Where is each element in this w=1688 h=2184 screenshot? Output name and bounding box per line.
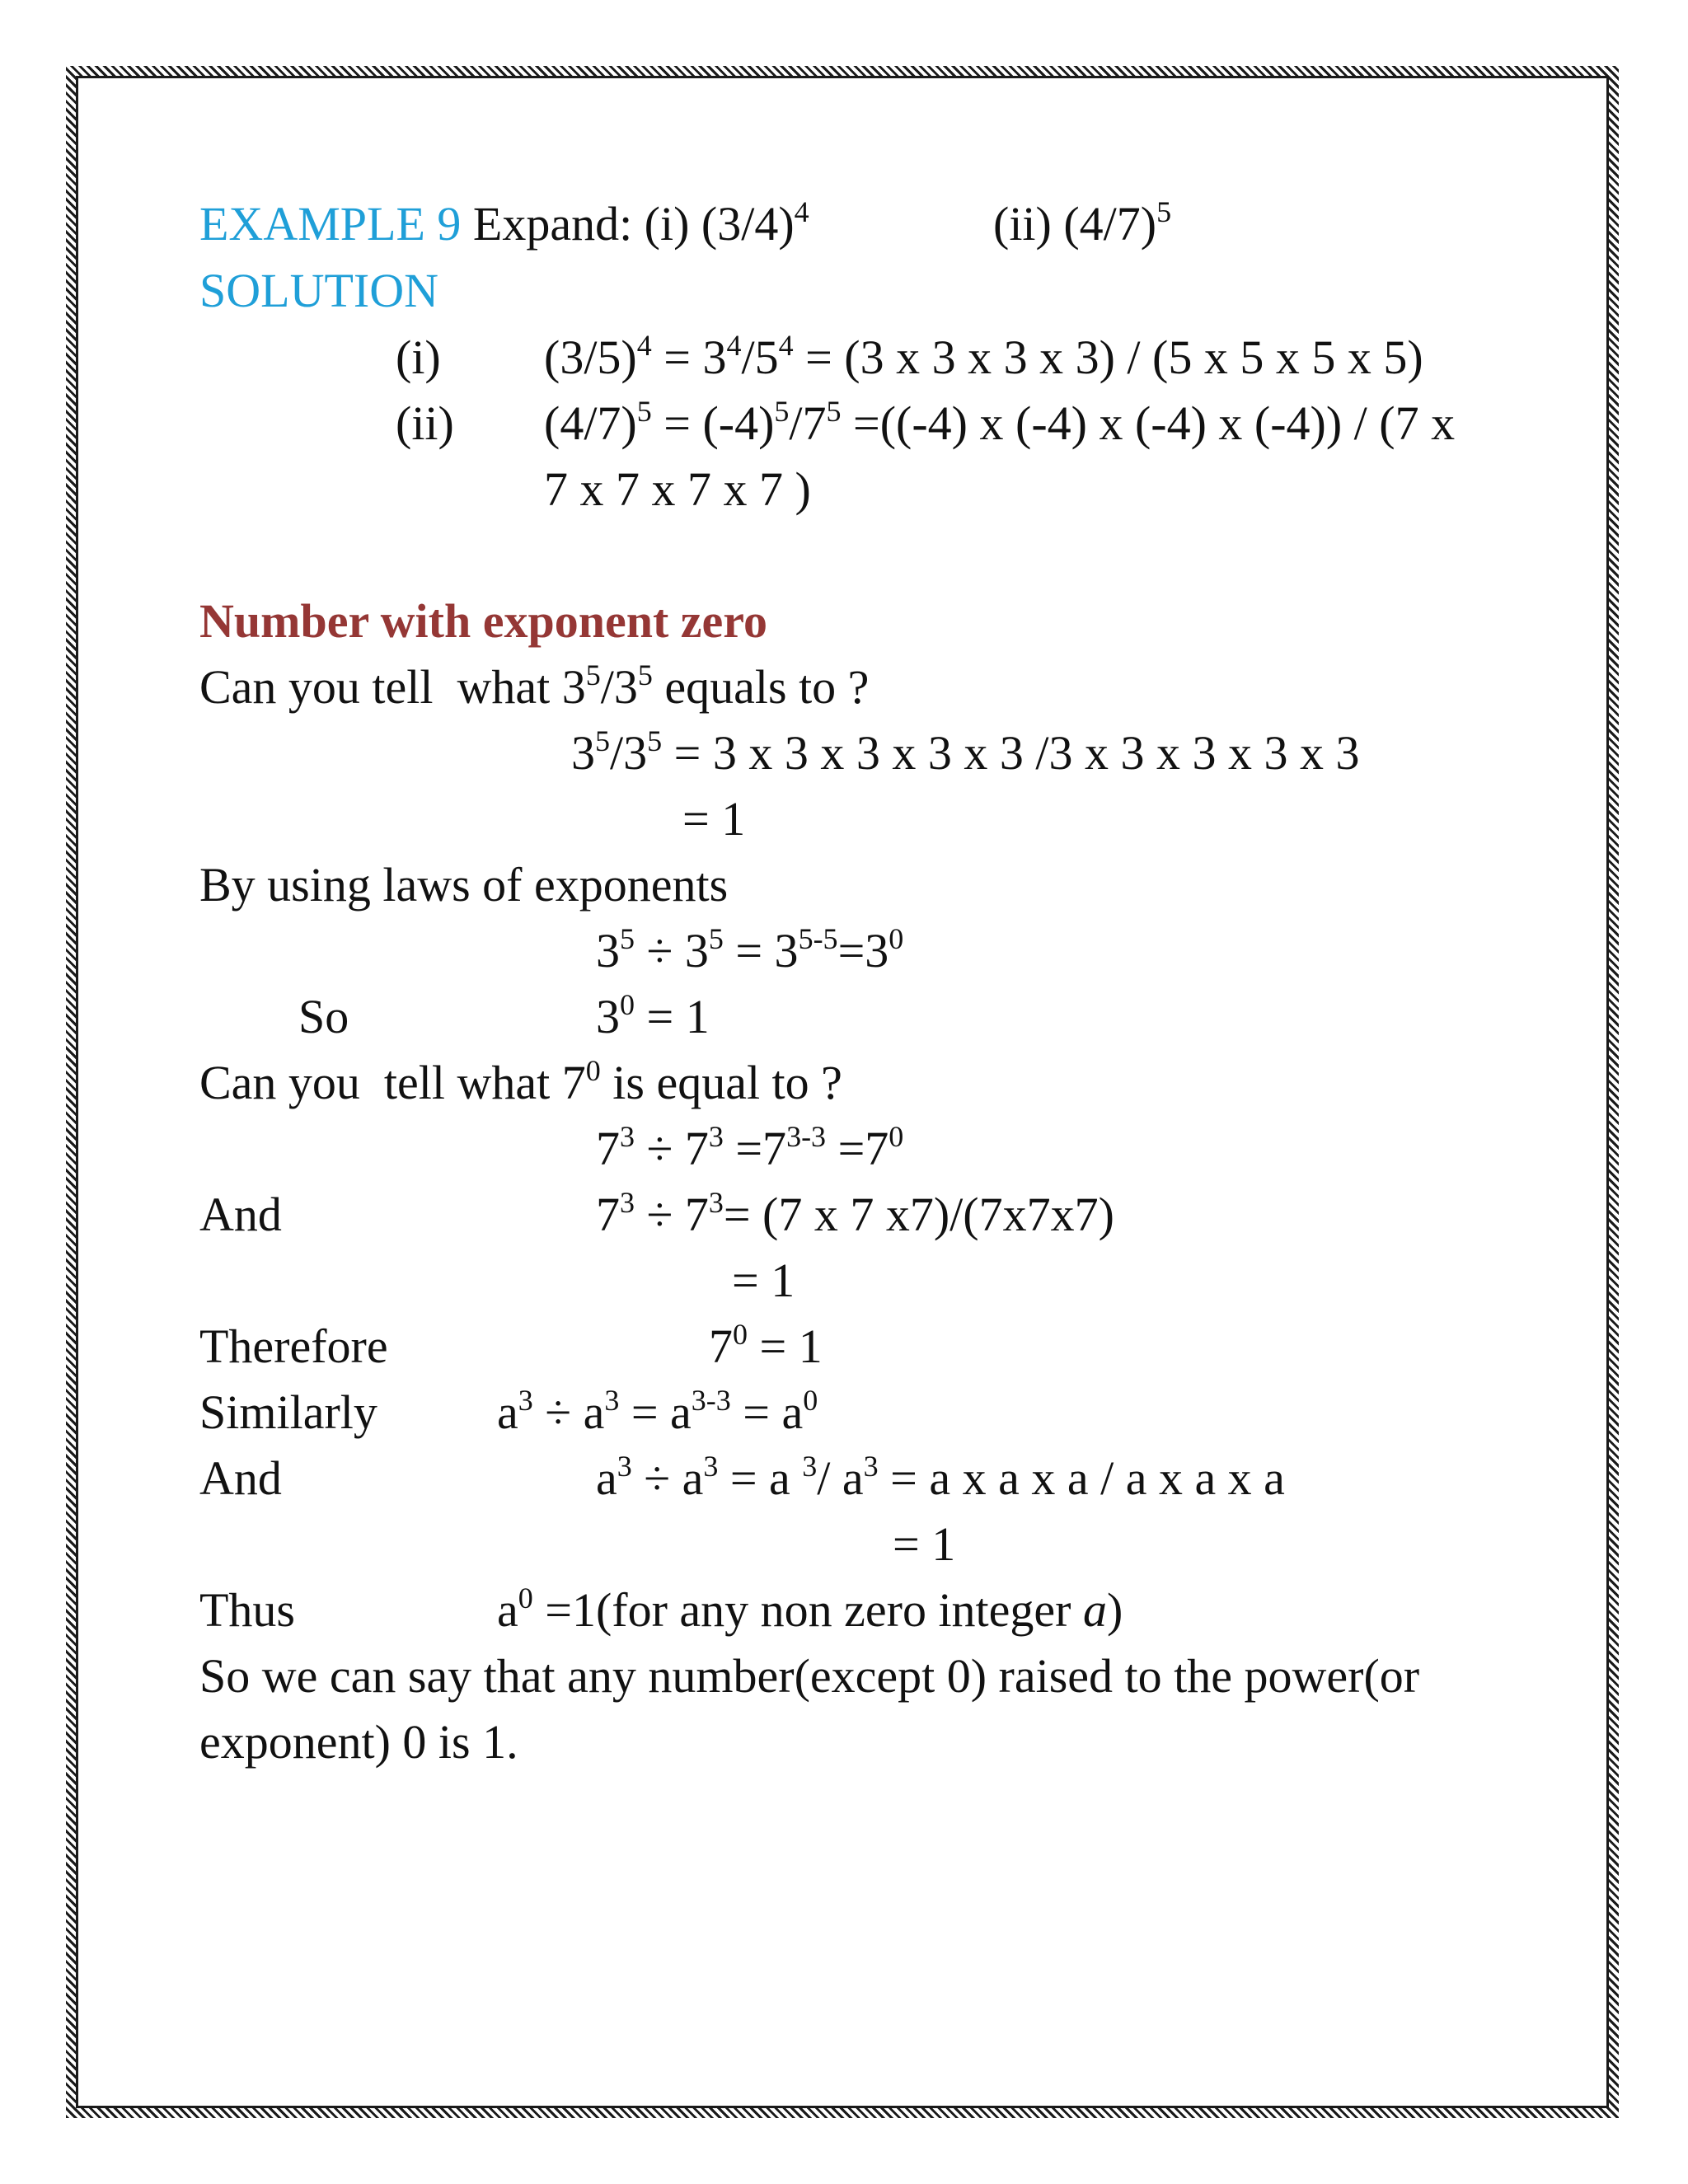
equation-2: $3^5 \div 3^5 = 3^{5-5}=3^0$ [596,922,904,977]
question-2: Can you tell what $7^0$ is equal to ? [199,1054,842,1109]
example-line [199,194,809,254]
equation-6: $7^0 = 1$ [709,1318,823,1373]
solution-ii-label: (ii) [396,396,454,450]
therefore-label: Therefore [199,1319,388,1373]
conclusion-line-1: So we can say that any number(except 0) raised to the power(or [199,1649,1420,1703]
expand-text: Expand: (i) (3/4) [472,197,795,251]
equation-8-result: = 1 [893,1517,956,1571]
thus-label: Thus [199,1583,295,1637]
solution-ii-continuation: 7 x 7 x 7 x 7 ) [544,462,811,516]
solution-i-label: (i) [396,330,441,384]
conclusion-line-2: exponent) 0 is 1. [199,1715,518,1769]
equation-1-result: = 1 [682,792,746,846]
example-part-ii [993,194,1171,254]
similarly-label: Similarly [199,1385,377,1439]
equation-3: $3^0 = 1$ [596,988,710,1043]
solution-i-expression: $(3/5)^4 = 3^4/5^4 = (3$ x 3 x 3 x 3) / (5 x 5 x 5 x 5) [544,329,1423,384]
equation-5-result: = 1 [732,1254,795,1307]
example-label: EXAMPLE 9 [199,197,462,251]
exponent: 5 [1156,195,1172,228]
solution-ii-expression: $(4/7)^5 = (-4)^5/7^5 =((-4)$ x (-4) x (-4) x (-4)) / (7 x [544,395,1456,450]
and-label: And [199,1188,282,1241]
part-ii-text: (ii) (4/7) [993,197,1157,251]
and-label-2: And [199,1451,282,1505]
question-1: Can you tell what $3^5/3^5$ equals to ? [199,658,870,714]
so-label: So [298,990,349,1043]
laws-text: By using laws of exponents [199,858,729,912]
equation-5: $7^3 \div 7^3= (7$ x 7 x7)/(7x7x7) [596,1186,1114,1241]
section-heading: Number with exponent zero [199,594,767,648]
exponent: 4 [794,195,809,228]
equation-7: $a^3 \div a^3 = a^{3-3} = a^0$ [497,1384,818,1439]
equation-9: $a^0 =1(for$ any non zero integer a) [497,1582,1123,1637]
equation-8: $a^3 \div a^3 = a$ $^3$/ $a^3 = a$ x a x a / a x a x a [596,1450,1285,1505]
equation-1: $3^5/3^5 = 3$ x 3 x 3 x 3 x 3 /3 x 3 x 3 x 3 x 3 [571,724,1360,780]
solution-label: SOLUTION [199,264,438,317]
equation-4: $7^3 \div 7^3 =7^{3-3} =7^0$ [596,1120,904,1175]
